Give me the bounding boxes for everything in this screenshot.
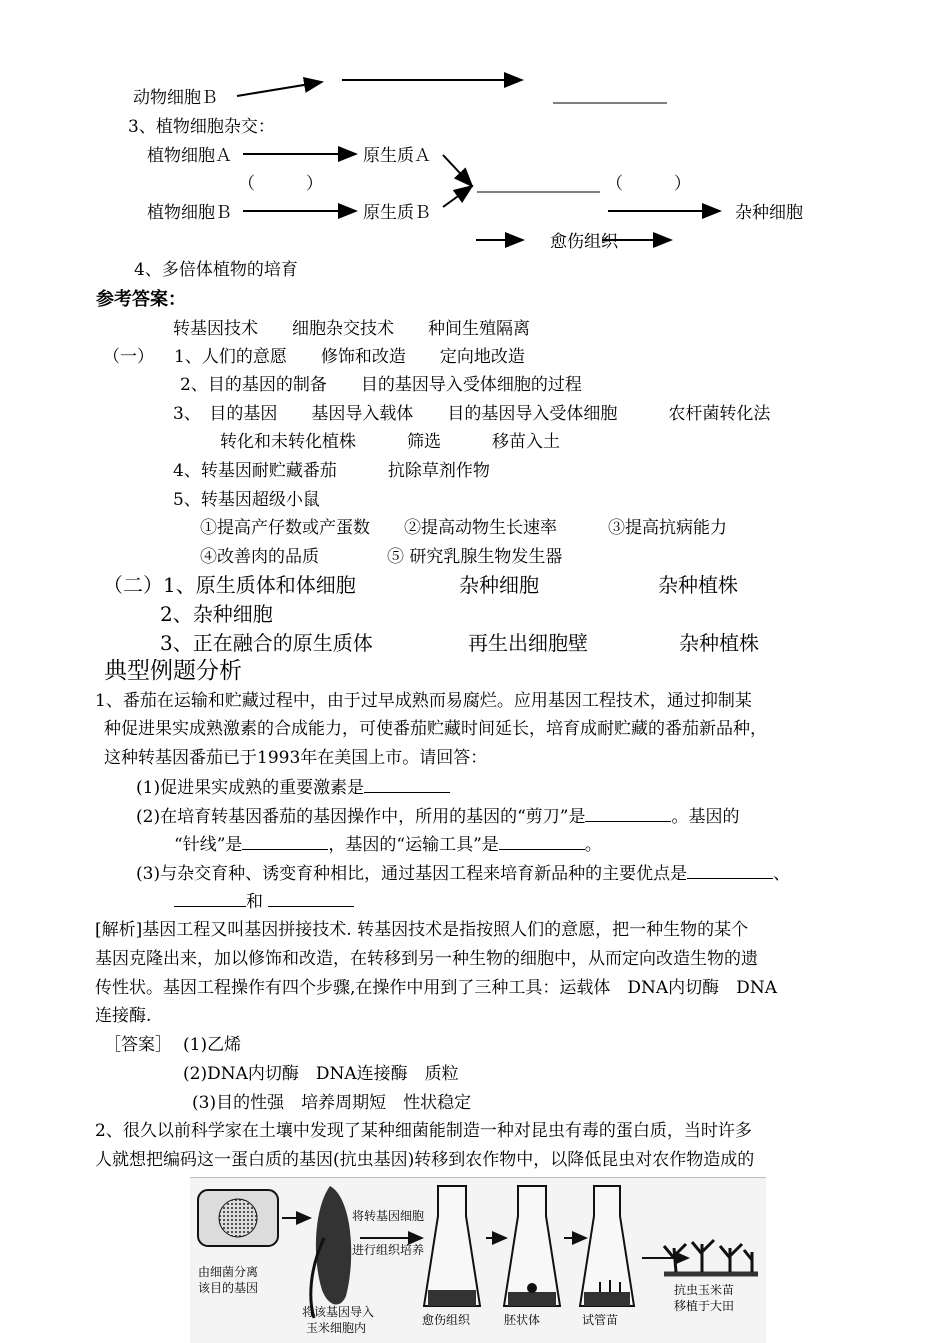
paren-blank-left: （ ）	[238, 174, 323, 194]
protoplast-b: 原生质Ｂ	[363, 203, 431, 223]
q1-sub3-and: 和	[246, 892, 263, 912]
answers-p1-5: 5、转基因超级小鼠	[173, 490, 320, 510]
arrow-animal-b	[237, 82, 322, 96]
paren-blank-right: （ ）	[606, 174, 691, 194]
answer-label: ［答案］	[104, 1035, 172, 1055]
section4-title: 4、多倍体植物的培育	[134, 260, 298, 280]
answer-3: (3)目的性强 培养周期短 性状稳定	[192, 1093, 472, 1113]
q1-sub1-text: (1)促进果实成熟的重要激素是	[136, 778, 365, 798]
q1-sub2e-text: 。	[584, 835, 602, 855]
answers-p1-3a: 3、 目的基因 基因导入载体 目的基因导入受体细胞 农杆菌转化法	[173, 404, 771, 424]
examples-title: 典型例题分析	[104, 658, 242, 684]
answers-p1-1: 1、人们的意愿 修饰和改造 定向地改造	[174, 347, 525, 367]
fig-label-bacteria-2: 该目的基因	[198, 1281, 259, 1295]
hybrid-cell: 杂种细胞	[735, 203, 803, 223]
q1-sub2d-text: ，基因的“运输工具”是	[328, 835, 499, 855]
protoplast-a: 原生质Ａ	[363, 146, 431, 166]
q1-blank-advantage-3[interactable]	[268, 890, 354, 907]
q1-blank-advantage-1[interactable]	[687, 862, 773, 879]
answers-p2-3a: 3、正在融合的原生质体	[160, 631, 373, 655]
transgenic-corn-figure	[190, 1177, 766, 1343]
answers-p1-4: 4、转基因耐贮藏番茄 抗除草剂作物	[173, 461, 490, 481]
fig-label-insert-1: 将该基因导入	[302, 1305, 375, 1319]
answers-p1-5a: ①提高产仔数或产蛋数 ②提高动物生长速率 ③提高抗病能力	[200, 518, 727, 538]
answers-p2-3b: 再生出细胞壁	[468, 631, 588, 655]
arrow-protoplast-b	[443, 186, 472, 207]
fig-label-culture-2: 进行组织培养	[352, 1243, 425, 1257]
q1-sub2c-text: “针线”是	[174, 835, 243, 855]
section3-title: 3、植物细胞杂交：	[128, 117, 275, 137]
q1-sub2-cont	[174, 833, 602, 856]
q1-sub1	[136, 776, 450, 799]
q1-line3: 这种转基因番茄已于1993年在美国上市。请回答：	[104, 748, 488, 768]
answers-part1-label: （一）	[103, 347, 154, 367]
arrow-protoplast-a	[443, 155, 472, 186]
q1-blank-scissors[interactable]	[585, 805, 671, 822]
answers-p1-2: 2、目的基因的制备 目的基因导入受体细胞的过程	[180, 375, 582, 395]
answers-title: 参考答案：	[96, 289, 186, 310]
analysis-line1: [解析]基因工程又叫基因拼接技术. 转基因技术是指按照人们的意愿，把一种生物的某个	[95, 920, 749, 940]
plant-cell-a: 植物细胞Ａ	[147, 146, 232, 166]
flask-seedling-icon	[580, 1186, 634, 1306]
process-illustration	[190, 1178, 766, 1343]
q1-blank-hormone[interactable]	[364, 776, 450, 793]
answers-p2-2: 2、杂种细胞	[160, 602, 273, 626]
q1-sub3-comma: 、	[773, 864, 791, 884]
q1-sub3	[136, 862, 790, 885]
q1-line2: 种促进果实成熟激素的合成能力，可使番茄贮藏时间延长，培育成耐贮藏的番茄新品种，	[104, 719, 767, 739]
answers-p2-1b: 杂种细胞	[459, 573, 539, 597]
q1-sub2	[136, 805, 739, 828]
fig-label-seedling: 试管苗	[582, 1313, 619, 1327]
q1-blank-needle[interactable]	[242, 833, 328, 850]
fig-label-callus: 愈伤组织	[422, 1313, 471, 1327]
analysis-line4: 连接酶.	[95, 1006, 152, 1026]
gene-blob-icon	[219, 1199, 257, 1237]
fig-label-embryoid: 胚状体	[504, 1313, 541, 1327]
fig-label-result-1: 抗虫玉米苗	[674, 1283, 735, 1297]
answer-1: (1)乙烯	[183, 1035, 242, 1055]
answers-line0: 转基因技术 细胞杂交技术 种间生殖隔离	[173, 319, 530, 339]
callus-label: 愈伤组织	[550, 232, 618, 252]
answers-p2-3c: 杂种植株	[679, 631, 759, 655]
animal-cell-b-label: 动物细胞Ｂ	[133, 88, 218, 108]
fig-label-culture-1: 将转基因细胞	[352, 1209, 425, 1223]
q1-blank-vehicle[interactable]	[499, 833, 585, 850]
flask-callus-icon	[424, 1186, 480, 1306]
q2-line1: 2、很久以前科学家在土壤中发现了某种细菌能制造一种对昆虫有毒的蛋白质，当时许多	[95, 1121, 752, 1141]
analysis-line3: 传性状。基因工程操作有四个步骤,在操作中用到了三种工具：运载体 DNA内切酶 DNA	[95, 978, 777, 998]
fig-label-result-2: 移植于大田	[674, 1299, 735, 1313]
analysis-line2: 基因克隆出来，加以修饰和改造，在转移到另一种生物的细胞中，从而定向改造生物的遗	[95, 949, 758, 969]
plant-cell-b: 植物细胞Ｂ	[147, 203, 232, 223]
q1-blank-advantage-2[interactable]	[174, 890, 246, 907]
q1-sub2-suffix: 。基因的	[671, 807, 740, 827]
fig-label-bacteria-1: 由细菌分离	[198, 1265, 259, 1279]
answers-p2-1a: （二）1、原生质体和体细胞	[103, 573, 356, 597]
answers-p1-3b: 转化和未转化植株 筛选 移苗入土	[220, 432, 560, 452]
answer-2: (2)DNA内切酶 DNA连接酶 质粒	[183, 1064, 459, 1084]
q1-line1: 1、番茄在运输和贮藏过程中，由于过早成熟而易腐烂。应用基因工程技术，通过抑制某	[95, 691, 752, 711]
q1-sub3-text: (3)与杂交育种、诱变育种相比，通过基因工程来培育新品种的主要优点是	[136, 864, 688, 884]
answers-p1-5b: ④改善肉的品质 ⑤ 研究乳腺生物发生器	[200, 547, 563, 567]
q1-sub2-text: (2)在培育转基因番茄的基因操作中，所用的基因的“剪刀”是	[136, 807, 586, 827]
q2-line2: 人就想把编码这一蛋白质的基因(抗虫基因)转移到农作物中，以降低昆虫对农作物造成的	[95, 1150, 755, 1170]
fig-label-insert-2: 玉米细胞内	[306, 1321, 367, 1335]
q1-sub3-cont	[174, 890, 354, 913]
answers-p2-1c: 杂种植株	[658, 573, 738, 597]
